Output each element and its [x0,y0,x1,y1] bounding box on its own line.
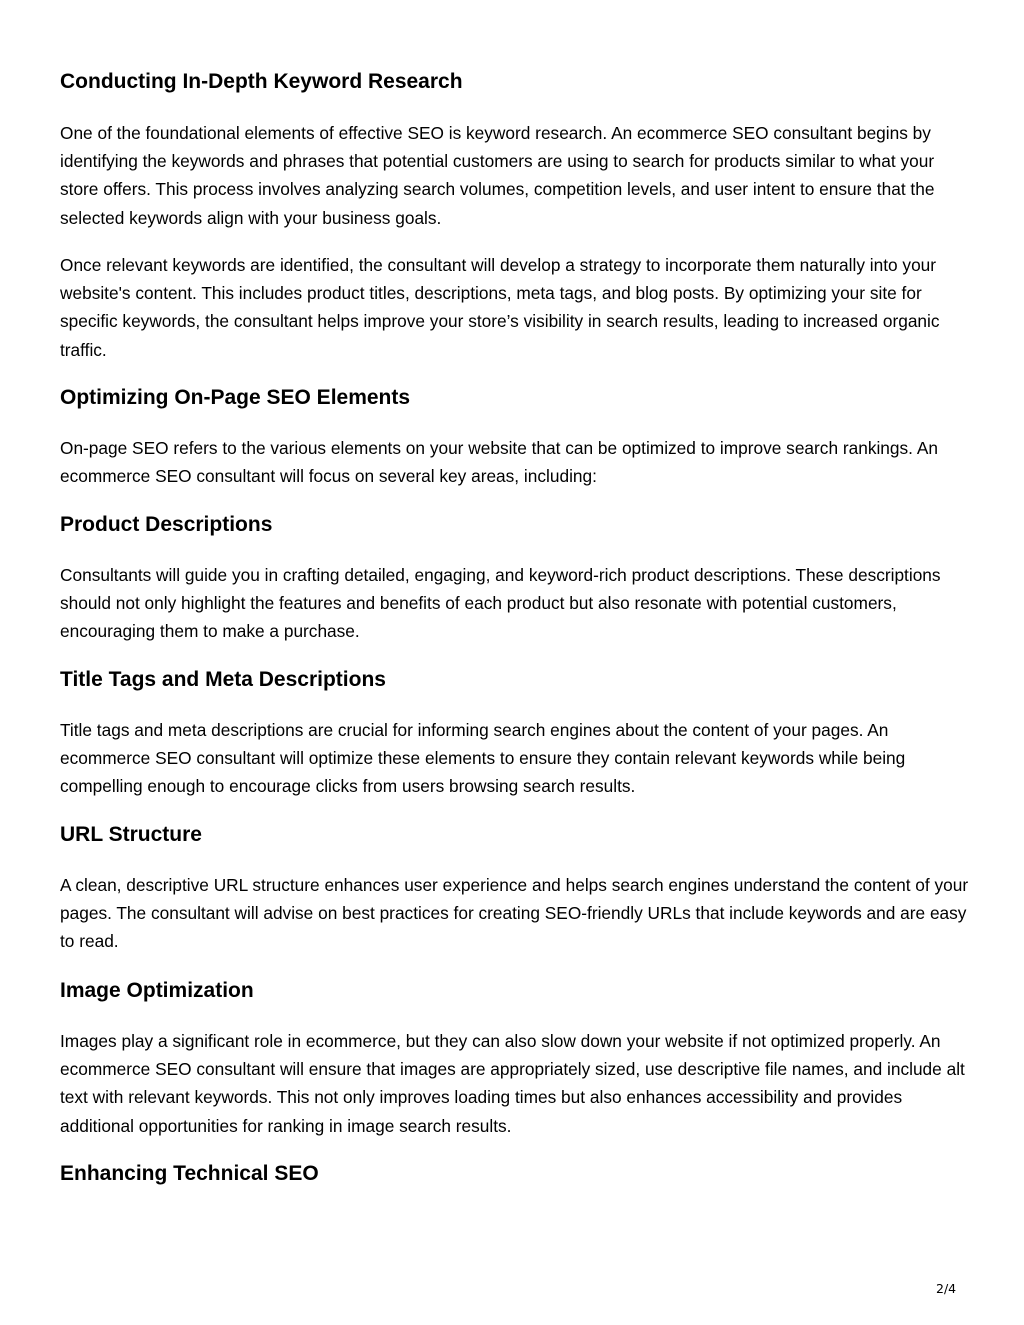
page-number: 2/4 [936,1281,957,1296]
paragraph: Images play a significant role in ecommerce, but they can also slow down your website if not optimized properly. An ecommerce SEO consultant will ensure that images are appropriately sized, use descriptive file names, and include alt text with relevant keywords. This not only improves loading times but also enhances accessibility and provides additional opportunities for ranking in image search results. [60,1031,965,1136]
paragraph: Title tags and meta descriptions are crucial for informing search engines about the content of your pages. An ecommerce SEO consultant will optimize these elements to ensure they contain relevant keywords while being compelling enough to encourage clicks from users browsing search results. [60,720,906,797]
paragraph: On-page SEO refers to the various elements on your website that can be optimized to improve search rankings. An ecommerce SEO consultant will focus on several key areas, including: [60,438,938,487]
paragraph: Once relevant keywords are identified, the consultant will develop a strategy to incorporate them naturally into your website's content. This includes product titles, descriptions, meta tags, and blog posts. By optimizing your site for specific keywords, the consultant helps improve your store’s visibility in search results, leading to increased organic traffic. [60,255,940,360]
section-heading: Optimizing On-Page SEO Elements [60,386,411,409]
section-heading: URL Structure [60,823,202,846]
paragraph: Consultants will guide you in crafting detailed, engaging, and keyword-rich product descriptions. These descriptions should not only highlight the features and benefits of each product but also resonate with potential customers, encouraging them to make a purchase. [60,565,941,642]
section-heading: Title Tags and Meta Descriptions [60,668,386,691]
section-heading: Conducting In-Depth Keyword Research [60,70,463,93]
section-heading: Enhancing Technical SEO [60,1162,319,1185]
paragraph: A clean, descriptive URL structure enhances user experience and helps search engines understand the content of your pages. The consultant will advise on best practices for creating SEO-friendly URLs that include keywords and are easy to read. [60,875,969,952]
paragraph: One of the foundational elements of effective SEO is keyword research. An ecommerce SEO consultant begins by identifying the keywords and phrases that potential customers are using to search for products similar to what your store offers. This process involves analyzing search volumes, competition levels, and user intent to ensure that the selected keywords align with your business goals. [60,123,935,228]
section-heading: Image Optimization [60,979,254,1002]
section-heading: Product Descriptions [60,513,273,536]
